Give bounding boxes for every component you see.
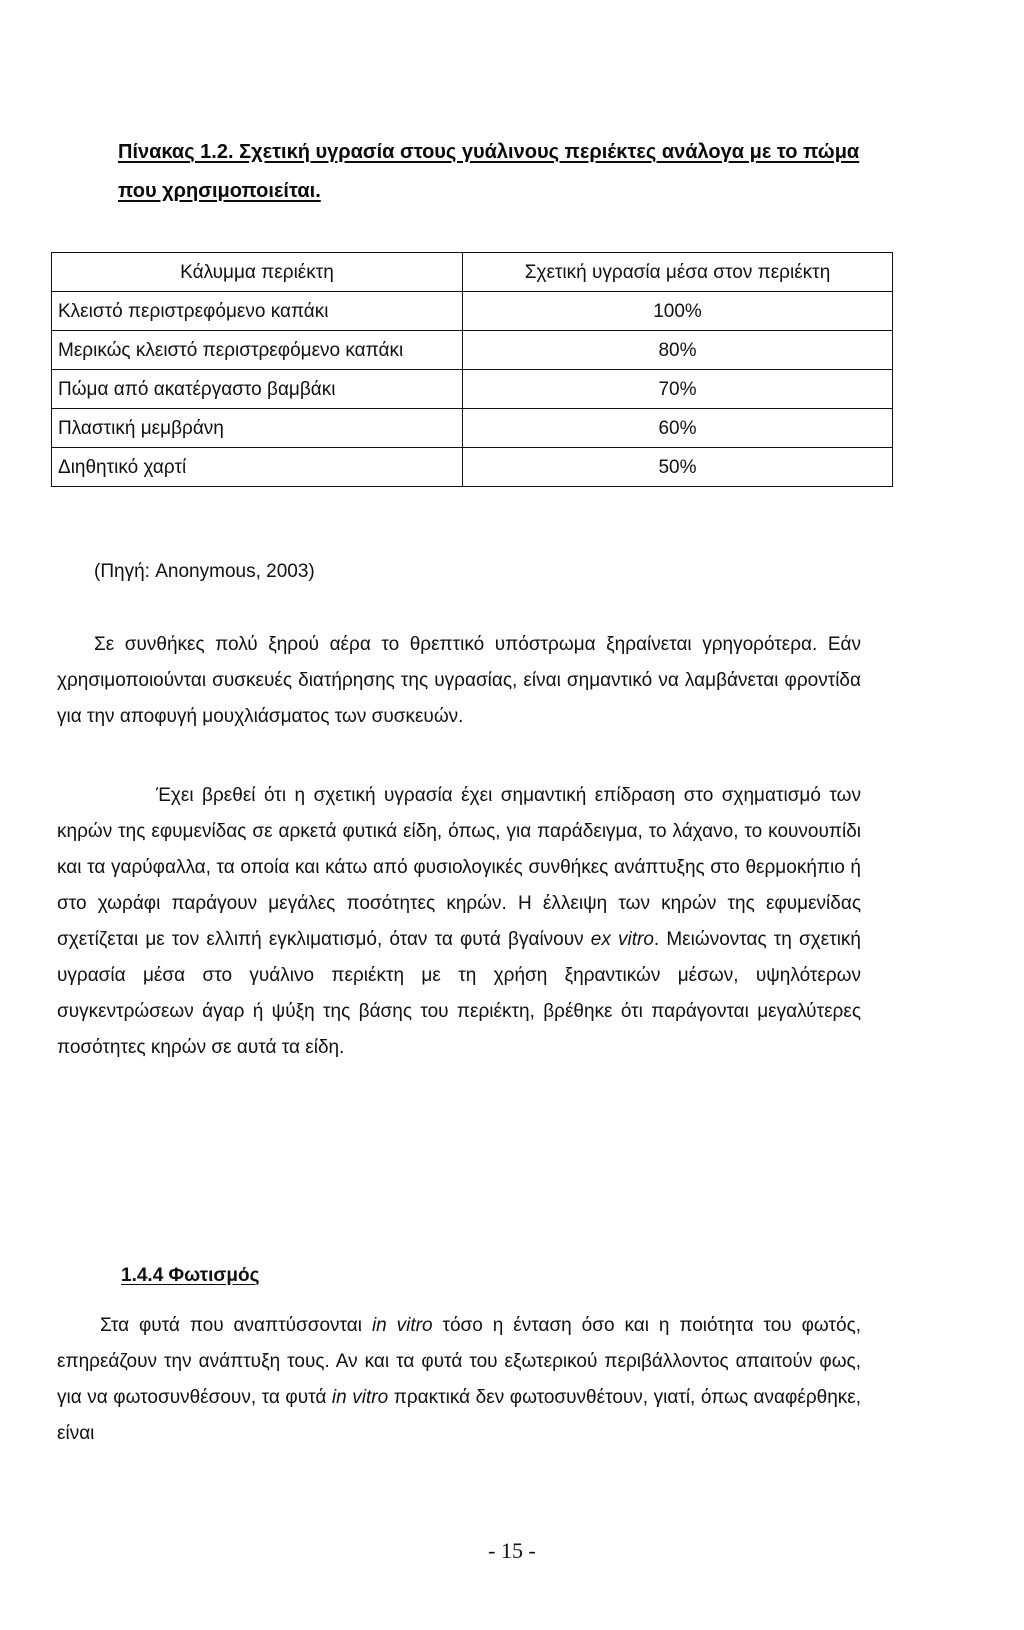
table-row: [52, 409, 893, 448]
paragraph-lighting: [57, 1308, 861, 1452]
humidity-cell: 50%: [463, 448, 893, 487]
table-header-row: [52, 253, 893, 292]
cover-cell: Μερικώς κλειστό περιστρεφόμενο καπάκι: [52, 331, 463, 370]
humidity-cell: 60%: [463, 409, 893, 448]
paragraph-lighting-text-c: πρακτικά δεν φωτοσυνθέτουν, γιατί, όπως αναφέρθηκε, είναι: [57, 1387, 862, 1444]
paragraph-wax-italic: ex vitro: [590, 929, 654, 950]
paragraph-lighting-text-b: τόσο η ένταση όσο και η ποιότητα του φωτός, επηρεάζουν την ανάπτυξη τους. Αν και τα φυτά του εξωτερικού περιβάλλοντος απαιτούν φως, για να φωτοσυνθέσουν, τα φυτά: [57, 1315, 862, 1408]
humidity-cell: 80%: [463, 331, 893, 370]
paragraph-lighting-italic-1: in vitro: [371, 1315, 433, 1336]
humidity-cell: 100%: [463, 292, 893, 331]
cover-cell: Κλειστό περιστρεφόμενο καπάκι: [52, 292, 463, 331]
table-caption: Πίνακας 1.2. Σχετική υγρασία στους γυάλινους περιέκτες ανάλογα με το πώμα που χρησιμοποιείται.: [118, 141, 860, 202]
paragraph-wax-text-b: . Μειώνοντας τη σχετική υγρασία μέσα στο γυάλινο περιέκτη με τη χρήση ξηραντικών μέσων, υψηλότερων συγκεντρώσεων άγαρ ή ψύξη της βάσης του περιέκτη, βρέθηκε ότι παράγονται μεγαλύτερες ποσότητες κηρών σε αυτά τα είδη.: [57, 929, 861, 1058]
paragraph-lighting-text-a: Στα φυτά που αναπτύσσονται: [100, 1315, 362, 1336]
paragraph-humidity: Σε συνθήκες πολύ ξηρού αέρα το θρεπτικό υπόστρωμα ξηραίνεται γρηγορότερα. Εάν χρησιμοποιούνται συσκευές διατήρησης της υγρασίας, είναι σημαντικό να λαμβάνεται φροντίδα για την αποφυγή μουχλιάσματος των συσκευών.: [57, 634, 861, 727]
cover-cell: Διηθητικό χαρτί: [52, 448, 463, 487]
page-number: - 15 -: [488, 1538, 536, 1563]
table-source: (Πηγή: Anonymous, 2003): [94, 561, 315, 582]
table-row: [52, 448, 893, 487]
table-row: [52, 370, 893, 409]
header-cover: Κάλυμμα περιέκτη: [52, 253, 463, 292]
paragraph-wax-text-a: Έχει βρεθεί ότι η σχετική υγρασία έχει σημαντική επίδραση στο σχηματισμό των κηρών της εφυμενίδας σε αρκετά φυτικά είδη, όπως, για παράδειγμα, το λάχανο, το κουνουπίδι και τα γαρύφαλλα, τα οποία και κάτω από φυσιολογικές συνθήκες ανάπτυξης στο θερμοκήπιο ή στο χωράφι παράγουν μεγάλες ποσότητες κηρών. Η έλλειψη των κηρών της εφυμενίδας σχετίζεται με τον ελλιπή εγκλιματισμό, όταν τα φυτά βγαίνουν: [57, 785, 861, 950]
section-heading: 1.4.4 Φωτισμός: [121, 1265, 260, 1286]
table-row: [52, 292, 893, 331]
humidity-cell: 70%: [463, 370, 893, 409]
paragraph-lighting-italic-2: in vitro: [331, 1387, 389, 1408]
paragraph-wax: [57, 778, 861, 1066]
cover-cell: Πλαστική μεμβράνη: [52, 409, 463, 448]
humidity-table: [51, 252, 893, 487]
header-humidity: Σχετική υγρασία μέσα στον περιέκτη: [463, 253, 893, 292]
table-row: [52, 331, 893, 370]
cover-cell: Πώμα από ακατέργαστο βαμβάκι: [52, 370, 463, 409]
